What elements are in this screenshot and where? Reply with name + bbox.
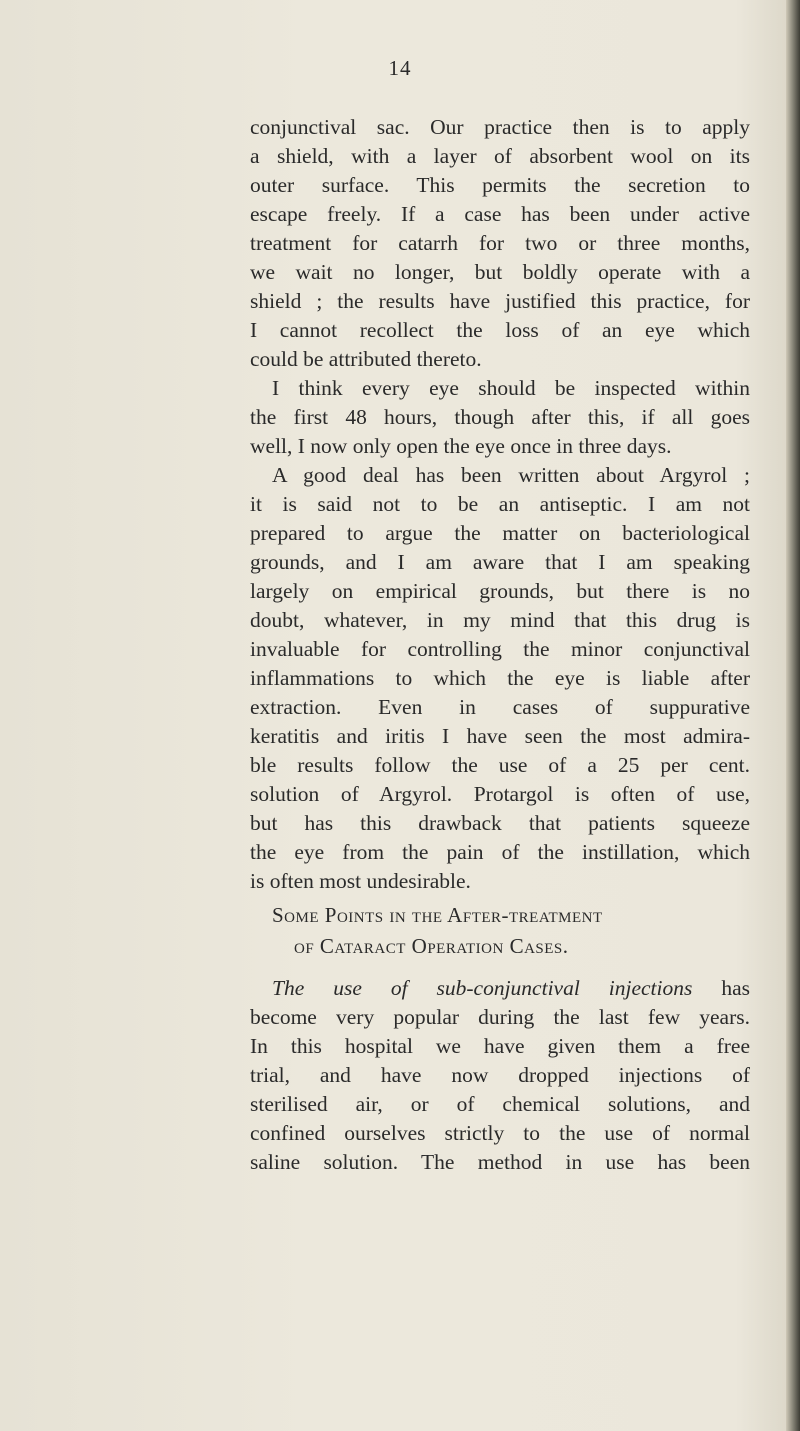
heading-line-2: of Cataract Operation Cases.: [294, 934, 569, 958]
text-line: extraction. Even in cases of suppurative: [250, 695, 750, 719]
text-line: solution of Argyrol. Protargol is often of use,: [250, 782, 750, 806]
text-line: sterilised air, or of chemical solutions, and: [250, 1092, 750, 1116]
text-line: keratitis and iritis I have seen the most admira-: [250, 724, 750, 748]
page-number: 14: [388, 56, 412, 80]
page-edge-shadow: [786, 0, 800, 1431]
text-line: but has this drawback that patients squeeze: [250, 811, 750, 835]
text-line: I think every eye should be inspected within: [272, 376, 750, 400]
text-line: could be attributed thereto.: [250, 347, 482, 371]
text-line: saline solution. The method in use has been: [250, 1150, 750, 1174]
paragraph-2: [250, 374, 750, 461]
text-line: prepared to argue the matter on bacteriological: [250, 521, 750, 545]
paragraph-3: [250, 461, 750, 896]
text-line: grounds, and I am aware that I am speaking: [250, 550, 750, 574]
text-line: it is said not to be an antiseptic. I am not: [250, 492, 750, 516]
paragraph-4: [250, 974, 750, 1177]
text-line: conjunctival sac. Our practice then is to apply: [250, 115, 750, 139]
text-line: escape freely. If a case has been under active: [250, 202, 750, 226]
text-line: doubt, whatever, in my mind that this drug is: [250, 608, 750, 632]
text-line: In this hospital we have given them a free: [250, 1034, 750, 1058]
section-heading: [250, 900, 750, 962]
text-line-with-italic-lead: [250, 974, 750, 1003]
text-line: is often most undesirable.: [250, 869, 471, 893]
text-line: treatment for catarrh for two or three months,: [250, 231, 750, 255]
text-line: I cannot recollect the loss of an eye which: [250, 318, 750, 342]
text-line: confined ourselves strictly to the use of normal: [250, 1121, 750, 1145]
text-line: a shield, with a layer of absorbent wool on its: [250, 144, 750, 168]
text-line: largely on empirical grounds, but there is no: [250, 579, 750, 603]
text-line: we wait no longer, but boldly operate with a: [250, 260, 750, 284]
text-line: ble results follow the use of a 25 per cent.: [250, 753, 750, 777]
text-line: trial, and have now dropped injections of: [250, 1063, 750, 1087]
text-line: A good deal has been written about Argyrol ;: [272, 463, 750, 487]
paragraph-1: [250, 113, 750, 374]
text-line: shield ; the results have justified this practice, for: [250, 289, 750, 313]
text-line: invaluable for controlling the minor conjunctival: [250, 637, 750, 661]
text-line: inflammations to which the eye is liable after: [250, 666, 750, 690]
text-line: the first 48 hours, though after this, if all goes: [250, 405, 750, 429]
text-line: well, I now only open the eye once in three days.: [250, 434, 672, 458]
text-line: outer surface. This permits the secretion to: [250, 173, 750, 197]
line-remainder: has: [692, 976, 750, 1000]
text-line: become very popular during the last few years.: [250, 1005, 750, 1029]
heading-line-1: Some Points in the After-treatment: [272, 903, 603, 927]
text-line: the eye from the pain of the instillation, which: [250, 840, 750, 864]
italic-phrase: The use of sub-conjunctival injections: [272, 976, 693, 1000]
